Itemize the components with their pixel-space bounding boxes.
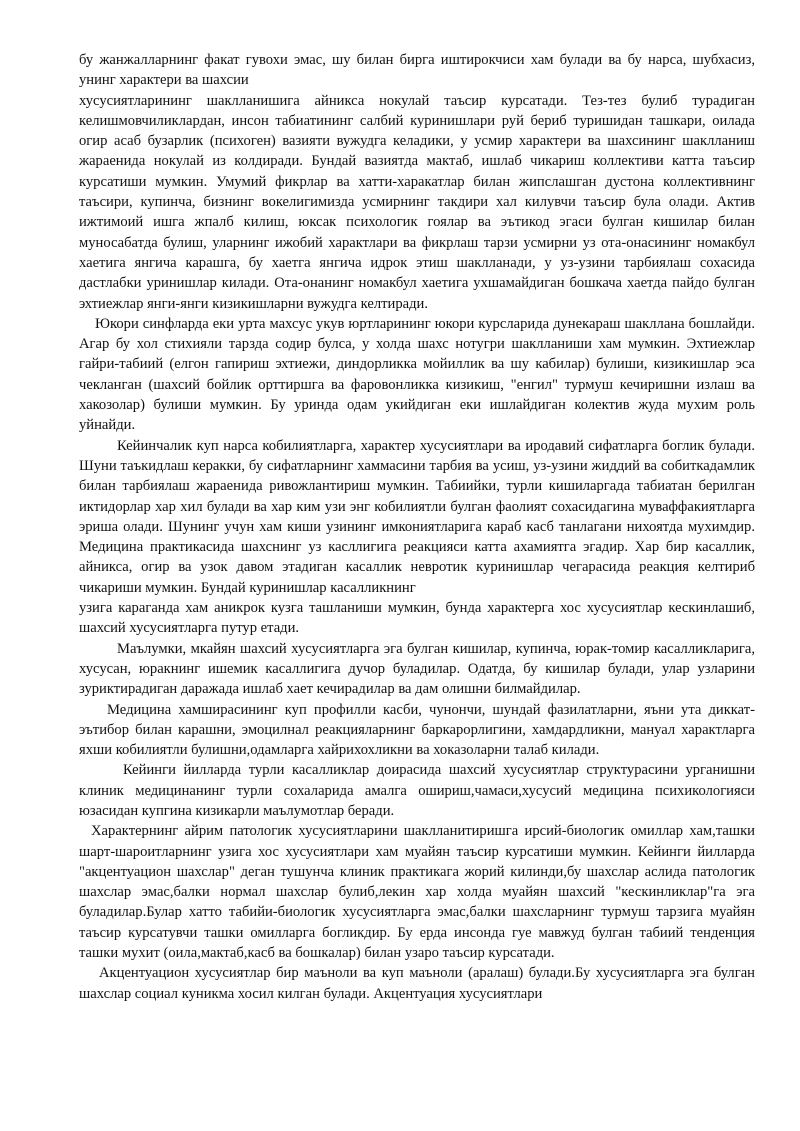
paragraph-6: Маълумки, мкайян шахсий хусусиятларга эга булган кишилар, купинча, юрак-томир касалликларига, хусусан, юракнинг ишемик касаллигига дучор буладилар. Одатда, бу кишилар булади, улар узларини зуриктирадиган даражада ишлаб хает кечирадилар ва дам олишни билмайдилар. [79,640,755,698]
paragraph-2: хусусиятларининг шаклланишига айникса нокулай таъсир курсатади. Тез-тез булиб турадиган келишмовчиликлардан, инсон табиатининг салбий куринишлари руй бериб туришидан ташкари, оилада огир асаб бузарлик (психоген) вазияти вужудга келадики, у усмир характери ва шахсининг шаклланиш жараенида нокулай из колдиради. Бундай вазиятда мактаб, ишлаб чикариш коллективи катта таъсир курсатиши мумкин. Умумий фикрлар ва хатти-харакатлар билан жипслашган дустона коллективнинг таъсири, купинча, бизнинг вокелигимизда усмирнинг такдири хал килувчи таъсир була олади. Актив ижтимоий ишга жпалб килиш, юксак психологик гоялар ва эътикод эгаси булган кишилар билан муносабатда булиш, уларнинг ижобий характлари ва фикрлаш тарзи усмирни уз ота-онасининг номакбул хаетига янгича карашга, бу хаетга янгича идрок этиш шаклланади, у уз-узини тарбиялаш сохасида дастлабки уринишлар килади. Ота-онанинг номакбул хаетига ухшамайдиган бошкача хаетда пайдо булган эхтиежлар янги-янги кизикишларни вужудга келтиради. [79,92,755,312]
paragraph-7: Медицина хамширасининг куп профилли касби, чунончи, шундай фазилатларни, яъни ута диккат-эътибор билан карашни, эмоцилнал реакцияларнинг баркарорлигини, хамдардликни, мануал характларга яхши кобилиятли булишни,одамларга хайрихохликни ва хоказоларни талаб килади. [79,701,755,759]
paragraph-5: узига караганда хам аникрок кузга ташланиши мумкин, бунда характерга хос хусусиятлар кескинлашиб, шахсий хусусиятларга путур етади. [79,600,755,637]
document-page [79,50,755,1004]
paragraph-3: Юкори синфларда еки урта махсус укув юртларининг юкори курсларида дунекараш шакллана бошлайди. Агар бу хол стихияли тарзда содир булса, у холда шахс нотугри шаклланиши хам мумкин. Эхтиежлар гайри-табиий (елгон гапириш эхтиежи, диндорликка мойиллик ва шу кабилар) булиши, кизикишлар эса чекланган (шахсий бойлик орттиршга ва фаровонликка кизикиш, "енгил" турмуш кечиришни излаш ва хакозолар) булиши мумкин. Бу уринда одам укийдиган еки ишлайдиган колектив жуда мухим роль уйнайди. [79,315,755,434]
paragraph-8: Кейинги йилларда турли касалликлар доирасида шахсий хусусиятлар структурасини урганишни клиник медицинанинг турли сохаларида амалга ошириш,чамаси,хусусий медицина психикологияси юзасидан купгина кизикарли маълумотлар беради. [79,762,755,819]
paragraph-1: бу жанжалларнинг факат гувохи эмас, шу билан бирга иштирокчиси хам булади ва бу нарса, шубхасиз, унинг характери ва шахсии [79,52,755,89]
paragraph-4: Кейинчалик куп нарса кобилиятларга, характер хусусиятлари ва иродавий сифатларга боглик булади. Шуни таъкидлаш керакки, бу сифатларнинг хаммасини тарбия ва усиш, уз-узини жиддий ва собиткадамлик билан тарбиялаш жараенида ривожлантириш мумкин. Табиийки, турли кишиларгада табиатан берилган иктидорлар хар хил булади ва хар ким узи энг кобилиятли булган фаолият сохасидагина муваффакиятларга эриша олади. Шунинг учун хам киши узининг имкониятларига караб касб танлагани нихоятда мухимдир. Медицина практикасида шахснинг уз касллигига реакцияси катта ахамиятга эгадир. Хар бир касаллик, айникса, огир ва узок давом этадиган касаллик невротик куринишлар чегарасида реакция келтириб чикариши мумкин. Бундай куринишлар касалликнинг [79,437,755,596]
paragraph-9: Характернинг айрим патологик хусусиятларини шаклланитиришга ирсий-биологик омиллар хам,ташки шарт-шароитларнинг узига хос хусусиятлари хам муайян таъсир курсатиши мумкин. Кейинги йилларда "акцентуацион шахслар" деган тушунча клиник практикага жорий килинди,бу шахслар аслида патологик шахслар эмас,балки нормал шахслар булиб,лекин хар холда муайян шахсий "кескинликлар"га эга буладилар.Булар хатто табийи-биологик хусусиятларга эмас,балки шахсларнинг турмуш тарзига муайян таъсир курсатувчи ташки омилларга богликдир. Бу ерда инсонда гуе мавжуд булган табиий тенденция ташки мухит (оила,мактаб,касб ва бошкалар) билан узаро таъсир курсатади. [79,823,755,962]
paragraph-10: Акцентуацион хусусиятлар бир маъноли ва куп маъноли (аралаш) булади.Бу хусусиятларга эга булган шахслар социал куникма хосил килган булади. Акцентуация хусусиятлари [79,965,755,1002]
